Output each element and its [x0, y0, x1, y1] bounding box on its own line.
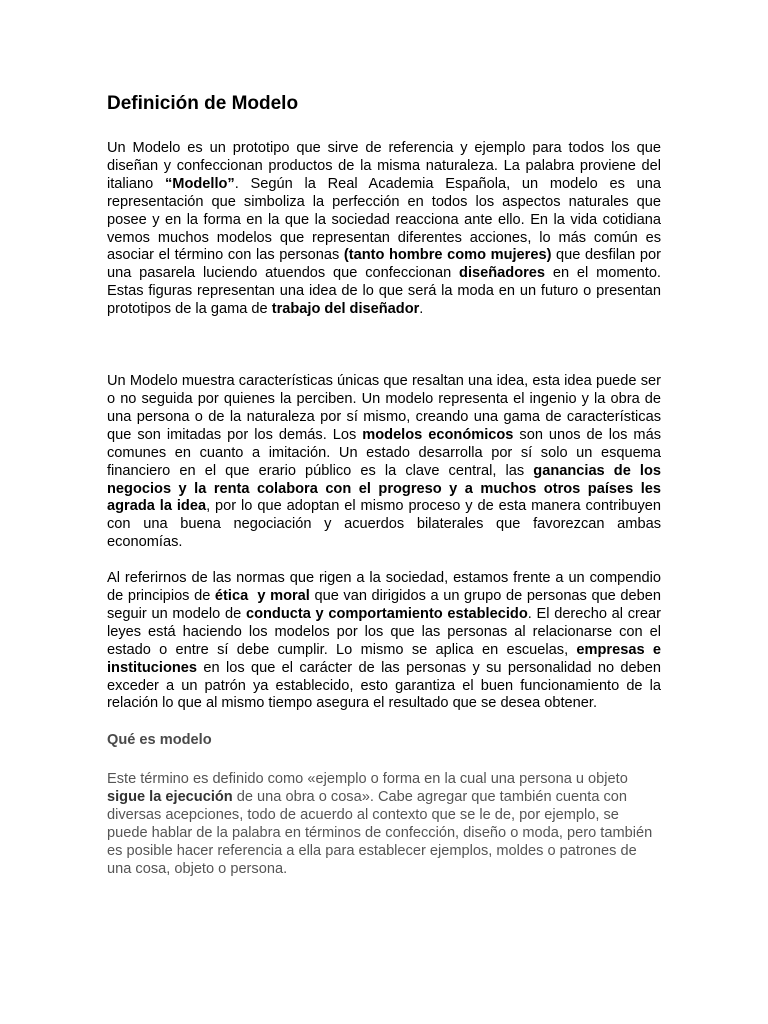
document-title: Definición de Modelo: [107, 93, 299, 114]
p3-text-3: . El derecho al crear leyes está haciendo los modelos por los que las personas al relacionarse con el estado o entre sí debe cumplir. Lo mismo se aplica en escuelas,: [107, 605, 661, 658]
p1-text-4: en el momento. Estas figuras representan una idea de lo que será la moda en un futuro o presentan prototipos de la gama de: [107, 265, 661, 318]
p3-bold-empresas: empresas e instituciones: [107, 641, 661, 676]
paragraph-normas: [107, 570, 661, 713]
paragraph-caracteristicas: [107, 373, 661, 552]
p4-text-2: de una obra o cosa». Cabe agregar que también cuenta con diversas acepciones, todo de acuerdo al contexto que se le de, por ejemplo, se puede hablar de la palabra en términos de confección, diseño o moda, pero también es posible hacer referencia a ella para establecer ejemplos, moldes o patrones de una cosa, objeto o persona.: [107, 789, 653, 877]
p3-bold-conducta: conducta y comportamiento establecido: [245, 605, 528, 622]
paragraph-que-es-modelo: [107, 771, 661, 878]
p1-text-1: Un Modelo es un prototipo que sirve de referencia y ejemplo para todos los que diseñan y confeccionan productos de la misma naturaleza. La palabra proviene del italiano: [107, 140, 661, 192]
p1-text-3: que desfilan por una pasarela luciendo atuendos que confeccionan: [107, 247, 661, 282]
p4-text-1: Este término es definido como «ejemplo o forma en la cual una persona u objeto: [107, 771, 628, 788]
p3-text-1: Al referirnos de las normas que rigen a la sociedad, estamos frente a un compendio de principios de: [107, 570, 661, 605]
p4-bold-sigue-ejecucion: sigue la ejecución: [107, 789, 233, 806]
p2-text-3: , por lo que adoptan el mismo proceso y de esta manera contribuyen con una buena negociación y acuerdos bilaterales que favorezcan ambas economías.: [107, 498, 661, 551]
p2-bold-ganancias: ganancias de los negocios y la renta colabora con el progreso y a muchos otros países les agrada la idea: [107, 462, 662, 515]
p1-bold-disenadores: diseñadores: [459, 265, 546, 282]
p1-bold-hombres-mujeres: (tanto hombre como mujeres): [343, 247, 552, 264]
p1-text-5: .: [419, 301, 424, 318]
paragraph-intro: [107, 140, 661, 319]
p2-text-1: Un Modelo muestra características únicas que resaltan una idea, esta idea puede ser o no seguida por quienes la perciben. Un modelo representa el ingenio y la obra de una persona o de la naturaleza por sí mismo, creando una gama de características que son imitadas por los demás. Los: [107, 373, 661, 443]
p1-bold-trabajo-disenador: trabajo del diseñador: [271, 301, 420, 318]
p3-text-2: que van dirigidos a un grupo de personas que deben seguir un modelo de: [107, 588, 661, 622]
section-heading: Qué es modelo: [107, 732, 212, 749]
p1-text-2: . Según la Real Academia Española, un modelo es una representación que simboliza la perfección en todos los aspectos naturales que posee y en la forma en la que la sociedad reacciona ante ello. En la vida cotidiana vemos muchos modelos que representan diferentes acciones, lo más común es asociar el término con las personas: [107, 175, 661, 264]
p3-text-4: en los que el carácter de las personas y su personalidad no deben exceder a un patrón ya establecido, esto garantiza el buen funcionamiento de la relación lo que al mismo tiempo asegura el resultado que se desea obtener.: [107, 659, 661, 712]
p2-bold-modelos-economicos: modelos económicos: [362, 426, 514, 443]
p3-bold-etica-moral: ética y moral: [214, 588, 310, 605]
p2-text-2: son unos de los más comunes en cuanto a imitación. Un estado desarrolla por sí solo un esquema financiero en el que erario público es la clave central, las: [107, 426, 661, 479]
document-page: [107, 92, 661, 879]
p1-bold-modello: “Modello”: [165, 175, 235, 192]
